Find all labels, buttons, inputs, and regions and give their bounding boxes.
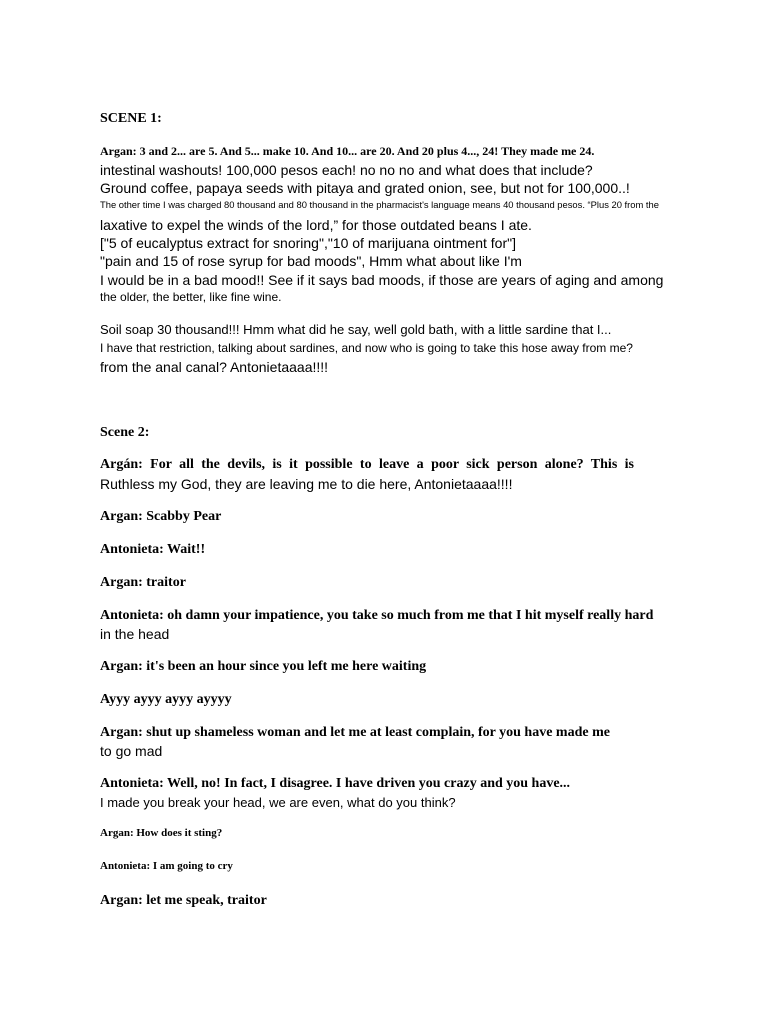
- scene-1-line-4: The other time I was charged 80 thousand and 80 thousand in the pharmacist's language means 40 thousand pesos. “Plus 20 from the: [100, 199, 659, 210]
- scene-2-line-2: Ruthless my God, they are leaving me to die here, Antonietaaaa!!!!: [100, 476, 513, 492]
- scene-2-line-15: Antonieta: I am going to cry: [100, 860, 233, 872]
- scene-2-line-16: Argan: let me speak, traitor: [100, 893, 267, 908]
- scene-2-line-7: in the head: [100, 626, 170, 642]
- scene-2-line-9: Ayyy ayyy ayyy ayyyy: [100, 692, 232, 707]
- scene-2-line-12: Antonieta: Well, no! In fact, I disagree. I have driven you crazy and you have...: [100, 776, 571, 791]
- scene-1-line-7: "pain and 15 of rose syrup for bad moods", Hmm what about like I'm: [100, 253, 522, 269]
- scene-2-line-14: Argan: How does it sting?: [100, 827, 223, 839]
- scene-1-line-10: Soil soap 30 thousand!!! Hmm what did he say, well gold bath, with a little sardine that I...: [100, 322, 612, 337]
- scene-2-line-3: Argan: Scabby Pear: [100, 509, 222, 524]
- scene-2-line-13: I made you break your head, we are even, what do you think?: [100, 795, 456, 810]
- scene-1-line-9: the older, the better, like fine wine.: [100, 290, 282, 304]
- scene-2-line-4: Antonieta: Wait!!: [100, 542, 206, 557]
- scene-1-line-8: I would be in a bad mood!! See if it says bad moods, if those are years of aging and among: [100, 272, 664, 288]
- scene-2-line-8: Argan: it's been an hour since you left me here waiting: [100, 659, 427, 674]
- scene-1-line-3: Ground coffee, papaya seeds with pitaya and grated onion, see, but not for 100,000..!: [100, 180, 630, 196]
- scene-2-heading: Scene 2:: [100, 425, 150, 440]
- scene-2-line-11: to go mad: [100, 743, 163, 759]
- scene-1-line-5: laxative to expel the winds of the lord,” for those outdated beans I ate.: [100, 217, 532, 233]
- scene-2-line-10: Argan: shut up shameless woman and let me at least complain, for you have made me: [100, 725, 610, 740]
- scene-2-line-1: Argán: For all the devils, is it possible to leave a poor sick person alone? This is: [100, 457, 634, 472]
- scene-1-heading: SCENE 1:: [100, 111, 162, 126]
- scene-1-line-6: ["5 of eucalyptus extract for snoring","10 of marijuana ointment for"]: [100, 235, 516, 251]
- scene-1-line-12: from the anal canal? Antonietaaaa!!!!: [100, 359, 329, 375]
- scene-2-line-6: Antonieta: oh damn your impatience, you take so much from me that I hit myself really hard: [100, 608, 654, 623]
- scene-1-line-1: Argan: 3 and 2... are 5. And 5... make 10. And 10... are 20. And 20 plus 4..., 24! They made me 24.: [100, 144, 595, 158]
- scene-1-line-11: I have that restriction, talking about sardines, and now who is going to take this hose away from me?: [100, 341, 633, 355]
- scene-1-line-2: intestinal washouts! 100,000 pesos each! no no no and what does that include?: [100, 162, 593, 178]
- scene-2-line-5: Argan: traitor: [100, 575, 186, 590]
